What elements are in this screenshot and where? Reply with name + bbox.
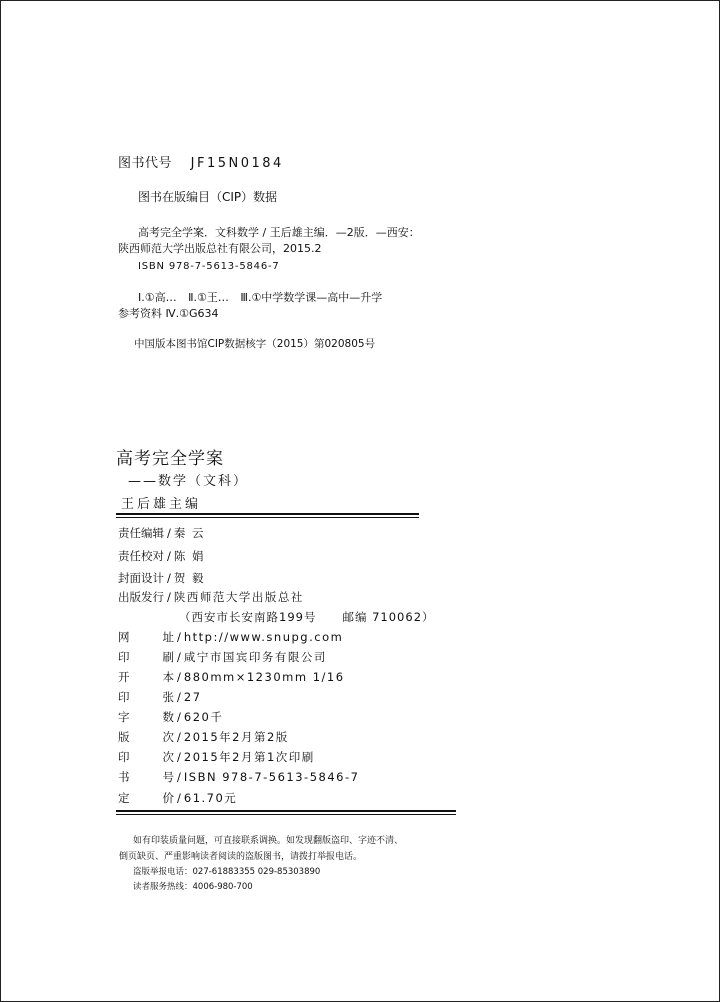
spec-row (118, 649, 327, 665)
spec-separator: / (177, 710, 181, 724)
reader-service-hotline: 读者服务热线：4006-980-700 (133, 882, 253, 892)
spec-separator: / (177, 690, 181, 704)
spec-value: 880mm×1230mm 1/16 (183, 670, 345, 684)
publisher-address (179, 609, 435, 625)
spec-value: 61.70元 (183, 791, 238, 805)
spec-separator: / (177, 730, 181, 744)
credit-separator: / (167, 590, 171, 604)
credit-label: 责任校对 (118, 549, 164, 563)
spec-label: 书号 (118, 770, 174, 784)
credit-separator: / (167, 571, 171, 585)
credit-row (118, 589, 304, 605)
spec-separator: / (177, 750, 181, 764)
spec-separator: / (177, 630, 181, 644)
book-title: 高考完全学案 (116, 449, 224, 469)
cip-subjects-line2: 参考资料 Ⅳ.①G634 (118, 307, 219, 320)
address-text: （西安市长安南路199号 (179, 610, 317, 624)
top-divider (116, 513, 419, 518)
book-author: 王后雄主编 (121, 497, 202, 512)
credit-row (118, 570, 205, 586)
credit-separator: / (167, 549, 171, 563)
book-code-value: JF15N0184 (190, 156, 284, 171)
spec-label: 印刷 (118, 650, 174, 664)
book-subtitle: ——数学（文科） (128, 474, 249, 489)
credit-label: 责任编辑 (118, 526, 164, 540)
spec-value: 620千 (183, 710, 224, 724)
credit-value: 陕西师范大学出版总社 (173, 590, 304, 604)
spec-value: 2015年2月第2版 (183, 730, 289, 744)
spec-value: http://www.snupg.com (183, 630, 344, 644)
spec-row (118, 669, 345, 685)
spec-row (118, 749, 315, 765)
spec-separator: / (177, 650, 181, 664)
notice-line: 如有印装质量问题，可直接联系调换。如发现翻版盗印、字迹不清、 (133, 836, 404, 846)
spec-label: 定价 (118, 791, 174, 805)
address-postcode: 邮编 710062） (342, 610, 435, 624)
credit-value: 秦 云 (173, 526, 206, 540)
book-code (118, 152, 284, 171)
cip-record-number: 中国版本图书馆CIP数据核字（2015）第020805号 (134, 338, 376, 350)
cip-description-line2: 陕西师范大学出版总社有限公司，2015.2 (118, 242, 322, 255)
spec-separator: / (177, 670, 181, 684)
spec-label: 印张 (118, 690, 174, 704)
spec-row (118, 709, 223, 725)
spec-row (118, 729, 289, 745)
credit-value: 陈 娟 (173, 549, 206, 563)
spec-value: 27 (183, 690, 202, 704)
book-code-label: 图书代号 (118, 156, 173, 171)
cip-heading: 图书在版编目（CIP）数据 (138, 190, 278, 204)
cip-subjects-line1: Ⅰ.①高… Ⅱ.①王… Ⅲ.①中学数学课—高中—升学 (138, 291, 383, 304)
spec-separator: / (177, 770, 181, 784)
spec-label: 印次 (118, 750, 174, 764)
spec-label: 开本 (118, 670, 174, 684)
credit-separator: / (167, 526, 171, 540)
spec-value: 2015年2月第1次印刷 (183, 750, 315, 764)
spec-row (118, 629, 343, 645)
spec-value: ISBN 978-7-5613-5846-7 (183, 770, 360, 784)
spec-row (118, 769, 359, 785)
bottom-divider (116, 810, 456, 815)
spec-label: 网址 (118, 630, 174, 644)
cip-description-line1: 高考完全学案．文科数学 / 王后雄主编．—2版．—西安： (138, 226, 420, 239)
credit-value: 贺 毅 (173, 571, 206, 585)
spec-label: 版次 (118, 730, 174, 744)
cip-isbn: ISBN 978-7-5613-5846-7 (138, 261, 280, 272)
piracy-report-phone: 盗版举报电话：027-61883355 029-85303890 (133, 867, 321, 877)
spec-label: 字数 (118, 710, 174, 724)
credit-row (118, 525, 205, 541)
spec-row (118, 689, 202, 705)
credit-label: 封面设计 (118, 571, 164, 585)
notice-line: 倒页缺页、严重影响读者阅读的盗版图书，请拨打举报电话。 (119, 852, 363, 862)
credit-row (118, 548, 205, 564)
spec-separator: / (177, 791, 181, 805)
credit-label: 出版发行 (118, 590, 164, 604)
spec-row (118, 790, 237, 806)
spec-value: 咸宁市国宾印务有限公司 (183, 650, 327, 664)
